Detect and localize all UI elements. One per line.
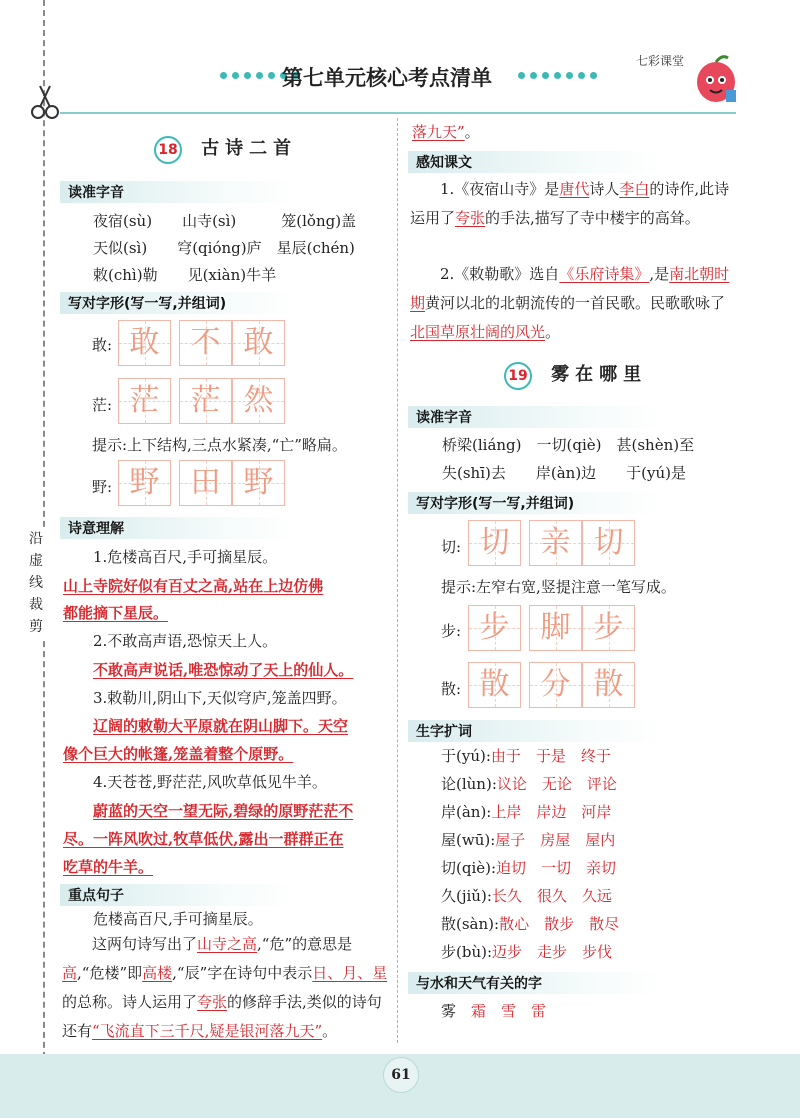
grid-cell: 敢 <box>232 320 285 366</box>
writing-label: 茫: <box>92 396 113 414</box>
expand-row: 久(jiǔ):长久 很久 久远 <box>441 887 612 905</box>
poem-meaning: 都能摘下星辰。 <box>63 604 169 622</box>
title-dots-right <box>518 72 597 80</box>
key-analysis: 这两句诗写出了山寺之高,“危”的意思是高,“危楼”即高楼,“辰”字在诗句中表示日、月、星的总称。诗人运用了夸张的修辞手法,类似的诗句还有“飞流直下三千尺,疑是银河落九天”。 <box>62 935 388 1040</box>
expand-row: 散(sàn):散心 散步 散尽 <box>441 915 620 933</box>
lesson18-title: 古诗二首 <box>201 138 298 159</box>
grid-cell: 散 <box>582 662 635 708</box>
writing-grid <box>468 520 643 566</box>
grid-cell: 野 <box>118 460 171 506</box>
feel-paragraph-2: 2.《敕勒歌》选自《乐府诗集》,是南北朝时期黄河以北的北朝流传的一首民歌。民歌歌咏了北国草原壮阔的风光。 <box>410 265 730 341</box>
cut-label: 沿 虚 线 裁 剪 <box>29 528 47 638</box>
lesson18-reading-line: 天似(sì) 穹(qióng)庐 星辰(chén) <box>93 239 355 257</box>
poem-meaning: 像个巨大的帐篷,笼盖着整个原野。 <box>63 745 294 763</box>
expand-row: 步(bù):迈步 走步 步伐 <box>441 943 613 961</box>
header-rule <box>60 112 736 114</box>
lesson19-reading-head: 读准字音 <box>408 406 664 428</box>
grid-cell: 步 <box>468 605 521 651</box>
scissors-icon <box>30 84 60 122</box>
expand-row: 论(lùn):议论 无论 评论 <box>441 775 617 793</box>
brand-label: 七彩课堂 <box>636 54 685 68</box>
writing-label: 野: <box>92 478 113 496</box>
lesson19-reading-line: 失(shī)去 岸(àn)边 于(yú)是 <box>442 464 687 482</box>
continued-text: 落九天”。 <box>412 123 480 141</box>
lesson18-number: 18 <box>154 136 182 164</box>
poem-meaning: 蔚蓝的天空一望无际,碧绿的原野茫茫不 <box>93 802 354 820</box>
grid-cell: 然 <box>232 378 285 424</box>
grid-cell: 田 <box>179 460 232 506</box>
lesson18-reading-head: 读准字音 <box>60 181 296 203</box>
lesson19-reading-line: 桥梁(liáng) 一切(qiè) 甚(shèn)至 <box>442 436 695 454</box>
grid-cell: 不 <box>179 320 232 366</box>
column-divider <box>397 118 398 1043</box>
grid-cell: 脚 <box>529 605 582 651</box>
writing-label: 敢: <box>92 336 113 354</box>
lesson19-heading <box>504 360 647 390</box>
lesson18-writing-head: 写对字形(写一写,并组词) <box>60 292 296 314</box>
writing-label: 散: <box>441 680 462 698</box>
poem-meaning: 吃草的牛羊。 <box>63 858 154 876</box>
lesson19-number: 19 <box>504 362 532 390</box>
grid-cell: 野 <box>232 460 285 506</box>
grid-cell: 茫 <box>118 378 171 424</box>
poem-line: 2.不敢高声语,恐惊天上人。 <box>93 632 278 650</box>
grid-cell: 步 <box>582 605 635 651</box>
lesson18-heading <box>154 134 297 164</box>
poem-meaning: 不敢高声说话,唯恐惊动了天上的仙人。 <box>93 661 354 679</box>
writing-grid <box>118 320 293 366</box>
grid-cell: 亲 <box>529 520 582 566</box>
grid-cell: 散 <box>468 662 521 708</box>
expand-row: 切(qiè):迫切 一切 亲切 <box>441 859 617 877</box>
poem-line: 4.天苍苍,野茫茫,风吹草低见牛羊。 <box>93 773 327 791</box>
lesson18-meaning-head: 诗意理解 <box>60 517 296 539</box>
writing-grid <box>468 662 643 708</box>
expand-row: 屋(wū):屋子 房屋 屋内 <box>441 831 616 849</box>
weather-head: 与水和天气有关的字 <box>408 972 664 994</box>
page-title: 第七单元核心考点清单 <box>282 65 492 90</box>
grid-cell: 敢 <box>118 320 171 366</box>
weather-row: 雾 霜 雪 雷 <box>441 1002 547 1020</box>
expand-list <box>441 745 619 969</box>
grid-cell: 切 <box>468 520 521 566</box>
lesson18-reading-line: 夜宿(sù) 山寺(sì) 笼(lǒng)盖 <box>93 212 357 230</box>
grid-cell: 分 <box>529 662 582 708</box>
grid-cell: 茫 <box>179 378 232 424</box>
lesson19-title: 雾在哪里 <box>551 364 648 385</box>
writing-label: 切: <box>441 538 462 556</box>
writing-grid <box>468 605 643 651</box>
feel-paragraph-1: 1.《夜宿山寺》是唐代诗人李白的诗作,此诗运用了夸张的手法,描写了寺中楼宇的高耸。 <box>410 180 730 227</box>
poem-meaning: 尽。一阵风吹过,牧草低伏,露出一群群正在 <box>63 830 344 848</box>
writing-label: 步: <box>441 622 462 640</box>
feel-head: 感知课文 <box>408 151 664 173</box>
writing-grid <box>118 460 293 506</box>
expand-row: 于(yú):由于 于是 终于 <box>441 747 611 765</box>
key-sentence: 危楼高百尺,手可摘星辰。 <box>93 910 263 928</box>
lesson18-key-head: 重点句子 <box>60 884 296 906</box>
expand-head: 生字扩词 <box>408 720 664 742</box>
poem-meaning: 辽阔的敕勒大平原就在阴山脚下。天空 <box>93 717 349 735</box>
expand-row: 岸(àn):上岸 岸边 河岸 <box>441 803 612 821</box>
lesson18-tip: 提示:上下结构,三点水紧凑,“亡”略扁。 <box>92 436 347 454</box>
poem-line: 1.危楼高百尺,手可摘星辰。 <box>93 548 278 566</box>
poem-line: 3.敕勒川,阴山下,天似穹庐,笼盖四野。 <box>93 689 347 707</box>
lesson18-reading-line: 敕(chì)勒 见(xiàn)牛羊 <box>93 266 277 284</box>
apple-mascot-icon <box>692 52 742 106</box>
page-number: 61 <box>383 1057 419 1093</box>
lesson19-writing-head: 写对字形(写一写,并组词) <box>408 492 664 514</box>
writing-grid <box>118 378 293 424</box>
lesson19-tip: 提示:左窄右宽,竖提注意一笔写成。 <box>441 578 676 596</box>
poem-meaning: 山上寺院好似有百丈之高,站在上边仿佛 <box>63 577 324 595</box>
grid-cell: 切 <box>582 520 635 566</box>
